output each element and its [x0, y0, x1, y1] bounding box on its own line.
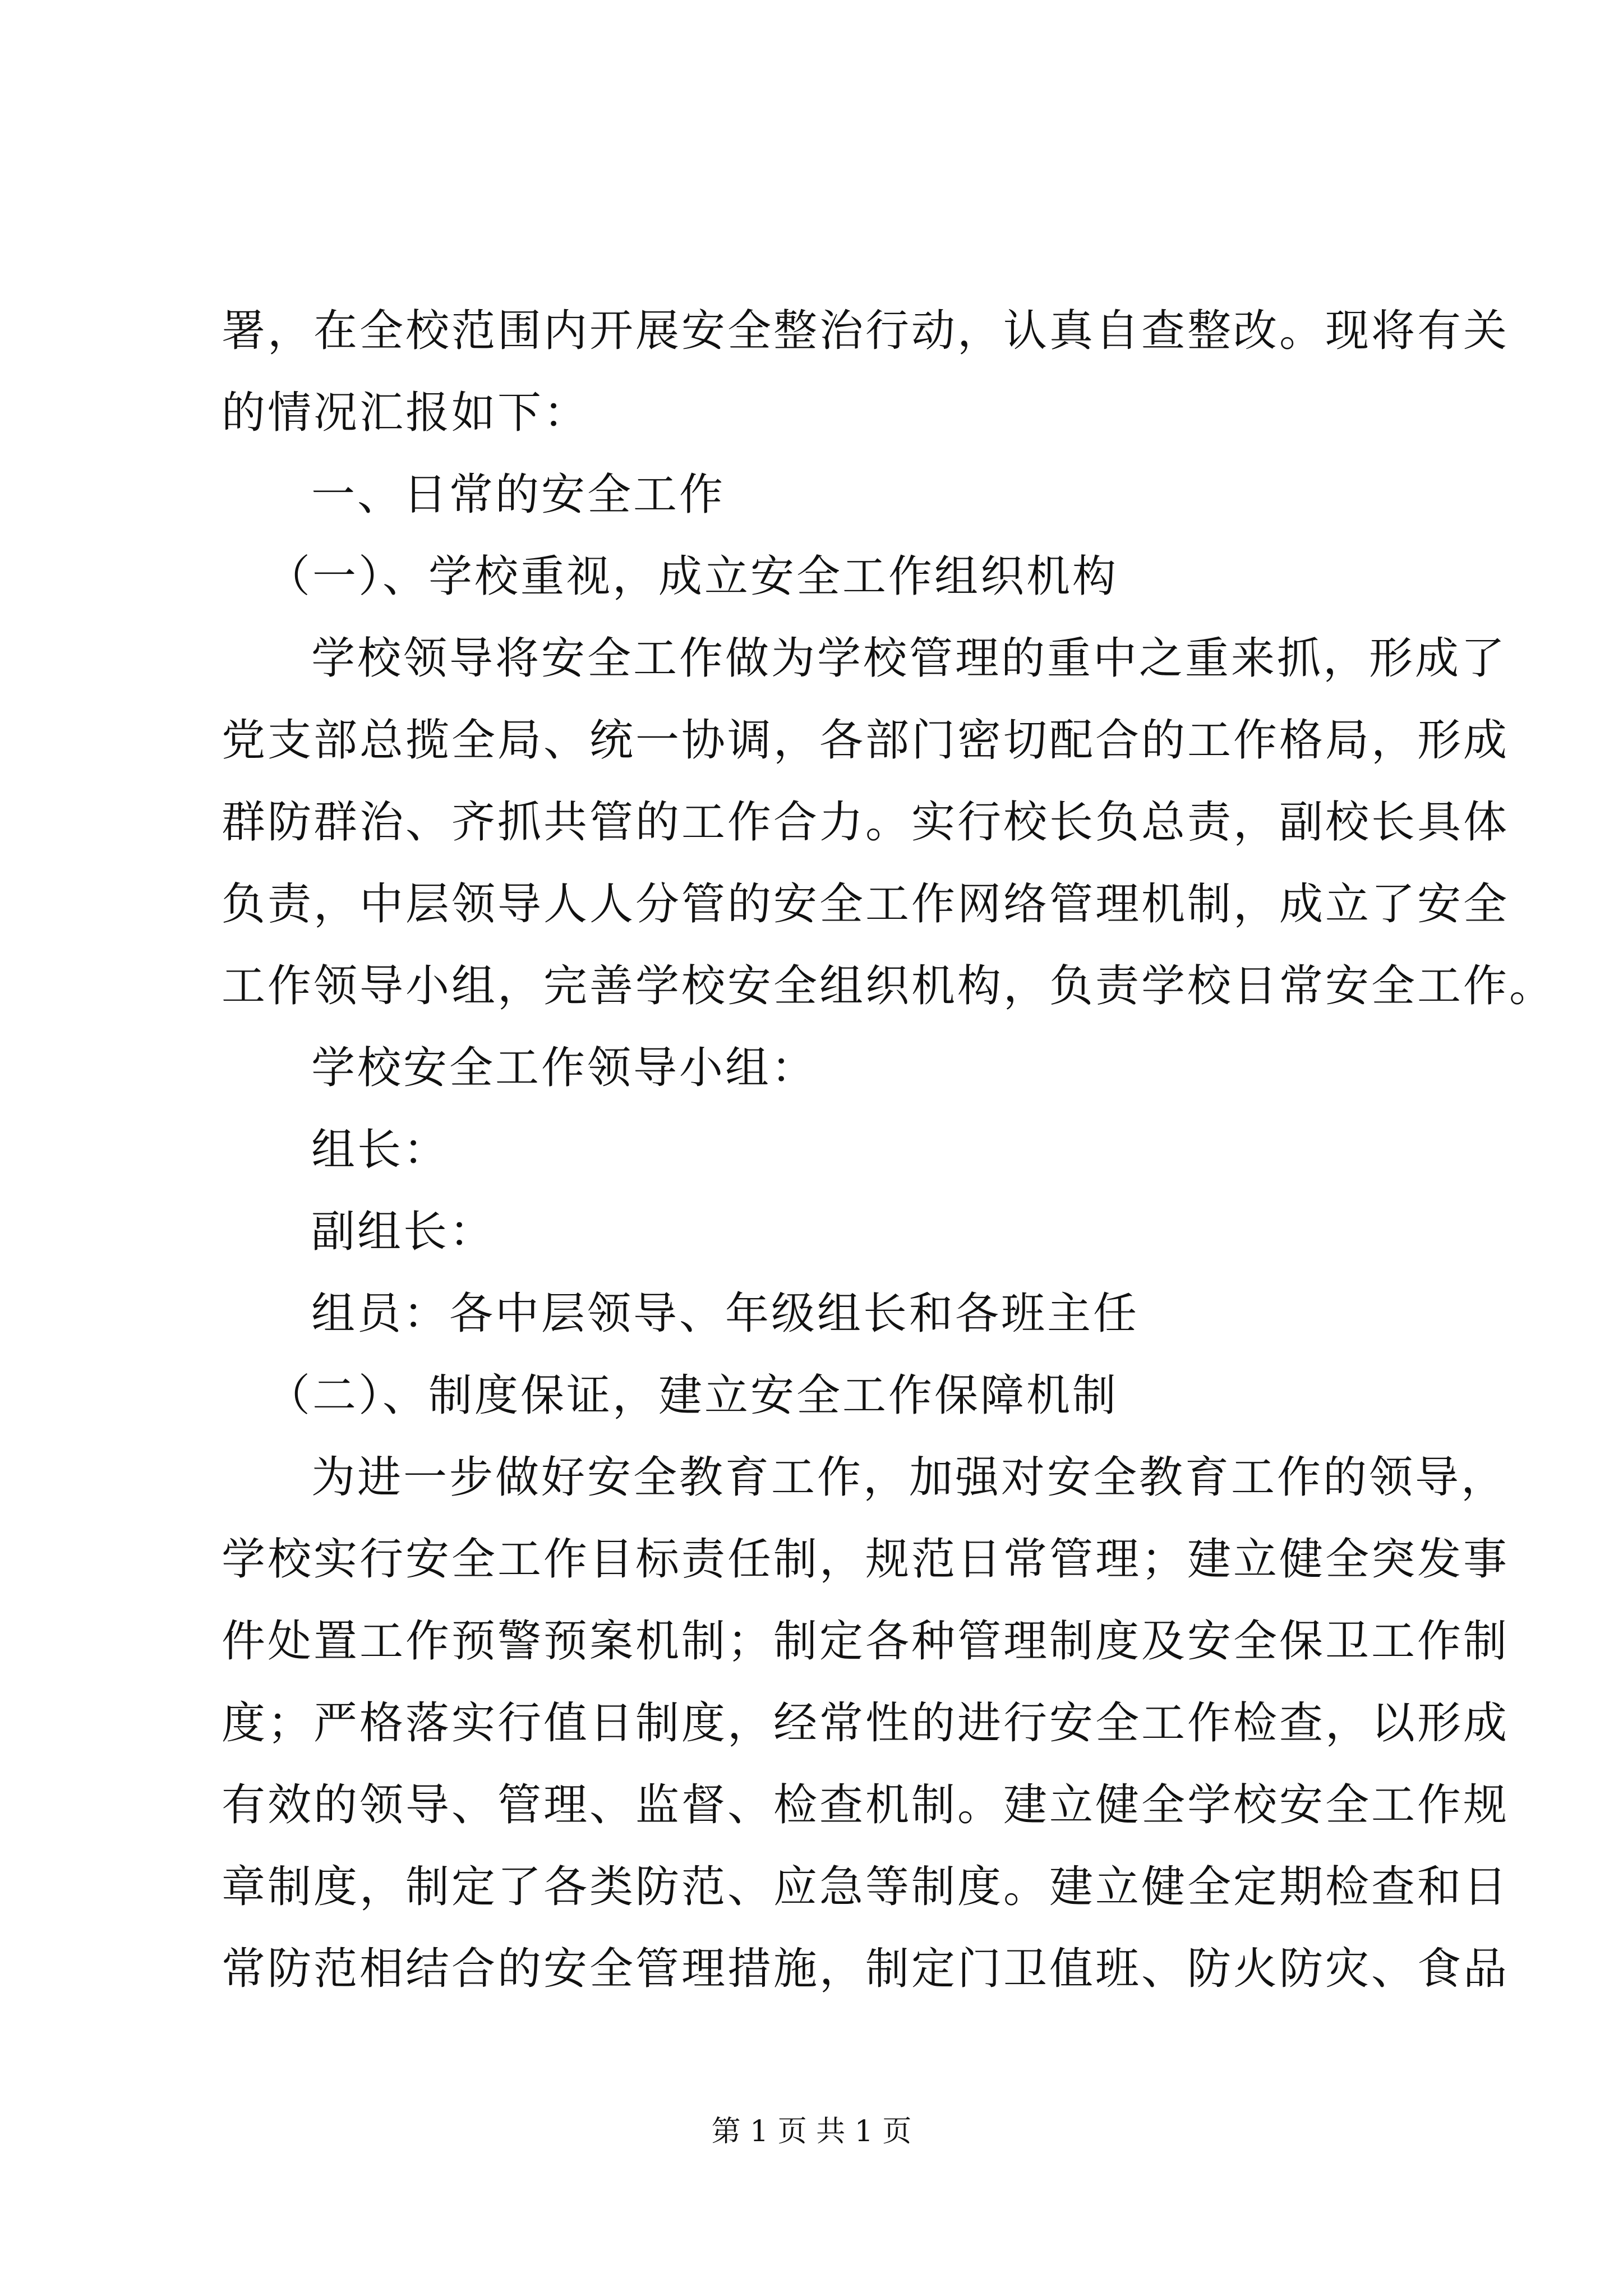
paragraph-line: 学校实行安全工作目标责任制，规范日常管理；建立健全突发事: [222, 1534, 1510, 1585]
paragraph-line: 党支部总揽全局、统一协调，各部门密切配合的工作格局，形成: [222, 715, 1510, 766]
paragraph-line: （一）、学校重视，成立安全工作组织机构: [266, 551, 1119, 602]
paragraph-line: 群防群治、齐抓共管的工作合力。实行校长负总责，副校长具体: [222, 797, 1510, 848]
paragraph-line: 的情况汇报如下：: [222, 388, 590, 438]
paragraph-line: 度；严格落实行值日制度，经常性的进行安全工作检查，以形成: [222, 1698, 1510, 1749]
paragraph-line: 学校安全工作领导小组：: [311, 1043, 818, 1093]
paragraph-line: 工作领导小组，完善学校安全组织机构，负责学校日常安全工作。: [222, 961, 1556, 1011]
paragraph-line: 署，在全校范围内开展安全整治行动，认真自查整改。现将有关: [222, 306, 1510, 356]
paragraph-line: 一、日常的安全工作: [311, 470, 726, 520]
paragraph-line: 组员：各中层领导、年级组长和各班主任: [311, 1289, 1140, 1339]
paragraph-line: 为进一步做好安全教育工作，加强对安全教育工作的领导，: [311, 1452, 1507, 1503]
paragraph-line: 学校领导将安全工作做为学校管理的重中之重来抓，形成了: [311, 633, 1507, 684]
page-footer: 第 1 页 共 1 页: [711, 2115, 912, 2148]
paragraph-line: 副组长：: [311, 1207, 496, 1257]
paragraph-line: 常防范相结合的安全管理措施，制定门卫值班、防火防灾、食品: [222, 1944, 1510, 1994]
paragraph-line: 组长：: [311, 1125, 450, 1175]
paragraph-line: 有效的领导、管理、监督、检查机制。建立健全学校安全工作规: [222, 1780, 1510, 1830]
paragraph-line: 章制度，制定了各类防范、应急等制度。建立健全定期检查和日: [222, 1862, 1510, 1912]
paragraph-line: 负责，中层领导人人分管的安全工作网络管理机制，成立了安全: [222, 879, 1510, 930]
paragraph-line: （二）、制度保证，建立安全工作保障机制: [266, 1370, 1119, 1421]
paragraph-line: 件处置工作预警预案机制；制定各种管理制度及安全保卫工作制: [222, 1616, 1510, 1667]
